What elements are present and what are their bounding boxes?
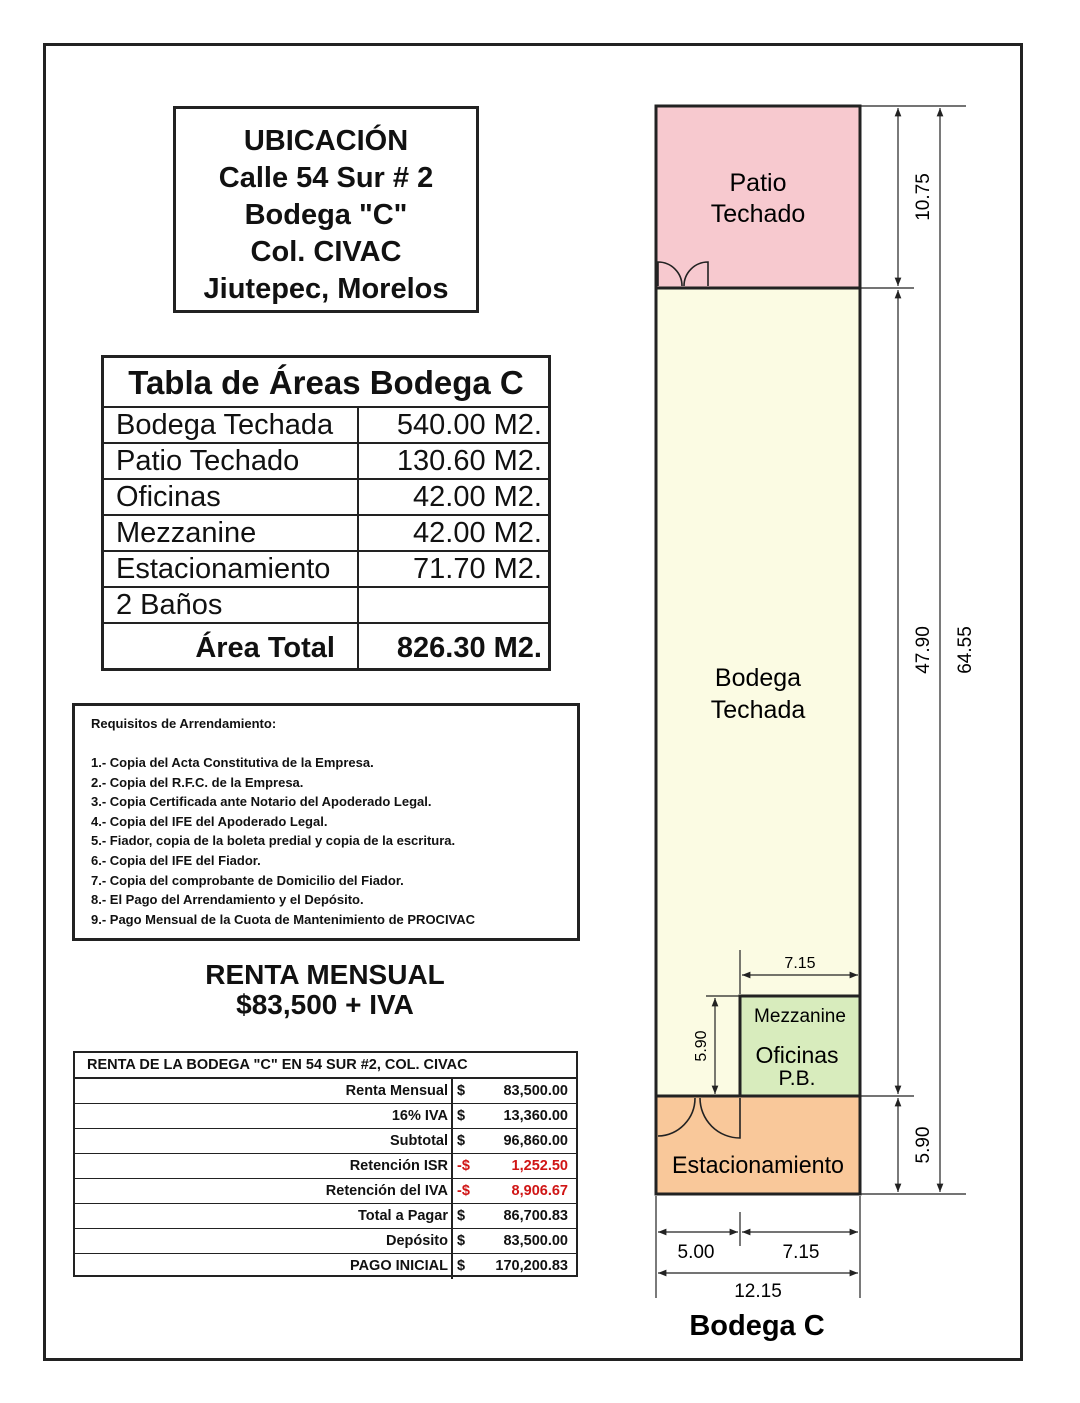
list-item: 1.- Copia del Acta Constitutiva de la Empresa.	[91, 755, 374, 770]
location-street: Calle 54 Sur # 2	[218, 162, 434, 194]
payment-table-title: RENTA DE LA BODEGA "C" EN 54 SUR #2, COL. CIVAC	[75, 1053, 576, 1079]
patio-label: Patio	[729, 169, 787, 197]
payment-currency: $	[457, 1133, 466, 1149]
payment-label: Retención ISR	[75, 1154, 453, 1178]
payment-label: PAGO INICIAL	[75, 1254, 453, 1279]
area-value: 130.60 M2.	[396, 445, 542, 477]
estacionamiento-label: Estacionamiento	[672, 1152, 844, 1179]
dim-bottom-left: 5.00	[677, 1242, 715, 1263]
dim-bodega: 47.90	[913, 626, 934, 674]
area-value: 71.70 M2.	[413, 553, 542, 585]
payment-currency: $	[457, 1258, 466, 1274]
area-name: Mezzanine	[104, 516, 359, 550]
area-name: Estacionamiento	[104, 552, 359, 586]
payment-value: 13,360.00	[503, 1108, 568, 1124]
total-value: 826.30 M2.	[396, 632, 542, 664]
payment-label: Subtotal	[75, 1129, 453, 1153]
payment-currency: -$	[457, 1183, 470, 1199]
dim-patio: 10.75	[913, 173, 934, 221]
list-item: 4.- Copia del IFE del Apoderado Legal.	[91, 813, 328, 829]
payment-value: 8,906.67	[511, 1183, 568, 1199]
areas-table-title: Tabla de Áreas Bodega C	[104, 358, 548, 408]
list-item: 3.- Copia Certificada ante Notario del Apoderado Legal.	[91, 794, 432, 810]
payment-label: Depósito	[75, 1229, 453, 1253]
dim-oficinas-height: 5.90	[693, 1030, 710, 1062]
bodega-label: Techada	[710, 696, 806, 724]
payment-currency: $	[457, 1108, 466, 1124]
requirements-title: Requisitos de Arrendamiento:	[91, 716, 277, 731]
payment-value: 170,200.83	[495, 1258, 568, 1274]
list-item: 6.- Copia del IFE del Fiador.	[91, 852, 261, 868]
mezzanine-label: Mezzanine	[754, 1006, 846, 1027]
area-name: 2 Baños	[104, 588, 359, 622]
list-item: 7.- Copia del comprobante de Domicilio del Fiador.	[91, 872, 404, 888]
oficinas-label: Oficinas	[755, 1042, 839, 1068]
rent-title: RENTA MENSUAL	[205, 959, 445, 990]
list-item: 2.- Copia del R.F.C. de la Empresa.	[91, 774, 304, 790]
dim-total: 64.55	[955, 626, 976, 674]
location-title: UBICACIÓN	[243, 125, 409, 157]
list-item: 5.- Fiador, copia de la boleta predial y copia de la escritura.	[91, 833, 456, 849]
location-unit: Bodega "C"	[244, 199, 408, 231]
location-city: Jiutepec, Morelos	[203, 273, 449, 305]
rent-amount: $83,500 + IVA	[236, 989, 414, 1020]
payment-value: 96,860.00	[503, 1133, 568, 1149]
dim-bottom-right: 7.15	[782, 1242, 820, 1263]
list-item: 8.- El Pago del Arrendamiento y el Depósito.	[91, 892, 364, 908]
payment-currency: $	[457, 1083, 466, 1099]
area-name: Bodega Techada	[104, 408, 359, 442]
list-item: 9.- Pago Mensual de la Cuota de Mantenimiento de PROCIVAC	[91, 911, 476, 927]
payment-currency: $	[457, 1233, 466, 1249]
payment-value: 83,500.00	[503, 1233, 568, 1249]
payment-currency: $	[457, 1208, 466, 1224]
estacionamiento-room	[656, 1096, 860, 1194]
payment-currency: -$	[457, 1158, 470, 1174]
payment-label: Retención del IVA	[75, 1179, 453, 1203]
payment-value: 1,252.50	[511, 1158, 568, 1174]
payment-label: 16% IVA	[75, 1104, 453, 1128]
patio-room	[656, 106, 860, 288]
total-label: Área Total	[104, 624, 359, 668]
patio-label: Techado	[710, 200, 806, 228]
area-name: Oficinas	[104, 480, 359, 514]
dim-estacionamiento: 5.90	[913, 1126, 934, 1164]
area-value: 42.00 M2.	[413, 517, 542, 549]
oficinas-label: P.B.	[778, 1067, 816, 1090]
plan-caption: Bodega C	[689, 1310, 825, 1342]
payment-label: Renta Mensual	[75, 1079, 453, 1103]
area-name: Patio Techado	[104, 444, 359, 478]
payment-value: 83,500.00	[503, 1083, 568, 1099]
area-value: 540.00 M2.	[396, 409, 542, 441]
bodega-label: Bodega	[714, 664, 802, 692]
payment-value: 86,700.83	[503, 1208, 568, 1224]
area-value: 42.00 M2.	[413, 481, 542, 513]
dim-oficinas-width: 7.15	[784, 955, 816, 972]
location-colony: Col. CIVAC	[250, 236, 402, 268]
payment-label: Total a Pagar	[75, 1204, 453, 1228]
dim-bottom-total: 12.15	[734, 1281, 782, 1302]
